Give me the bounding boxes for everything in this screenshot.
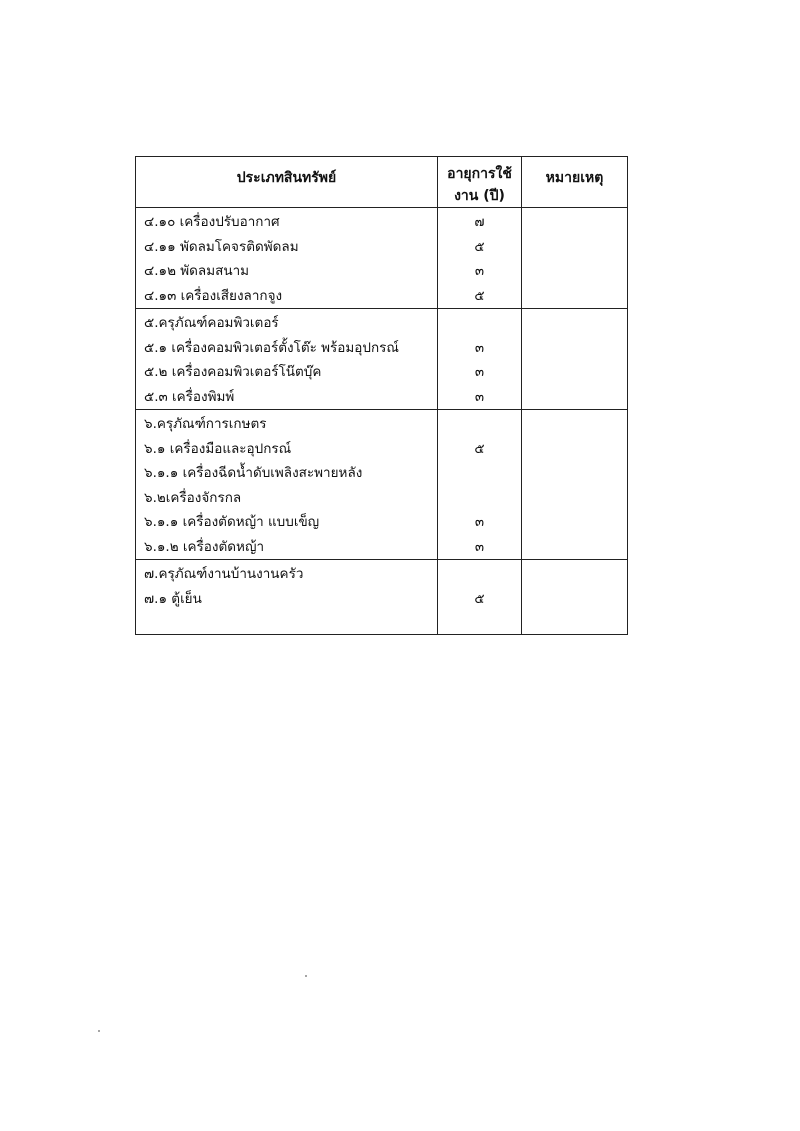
useful-life-cell <box>438 208 522 309</box>
useful-life-value: ๓ <box>474 263 485 279</box>
table-row-group <box>136 208 628 309</box>
asset-item-label: ๖.๒เครื่องจักรกล <box>144 489 242 506</box>
useful-life-value: ๓ <box>474 538 485 555</box>
remarks-cell <box>522 309 628 410</box>
useful-life-cell <box>438 309 522 410</box>
header-asset-type <box>136 157 438 208</box>
asset-item-label: ๕.๒ เครื่องคอมพิวเตอร์โน๊ตบุ๊ค <box>144 364 322 380</box>
asset-item-label: ๖.๑.๑ เครื่องฉีดน้ำดับเพลิงสะพายหลัง <box>144 465 363 481</box>
header-useful-life-line2: งาน (ปี) <box>454 188 505 204</box>
useful-life-value <box>438 311 521 336</box>
scan-speck <box>305 975 307 977</box>
header-asset-type-label: ประเภทสินทรัพย์ <box>236 170 337 186</box>
asset-item-label: ๖.ครุภัณฑ์การเกษตร <box>144 416 267 432</box>
asset-item-label: ๖.๑ เครื่องมือและอุปกรณ์ <box>144 440 292 457</box>
useful-life-value: ๕ <box>474 287 485 304</box>
asset-type-cell <box>136 309 438 410</box>
useful-life-value: ๓ <box>474 364 485 380</box>
asset-type-cell <box>136 208 438 309</box>
remarks-cell <box>522 208 628 309</box>
asset-item-label: ๔.๑๓ เครื่องเสียงลากจูง <box>144 287 283 304</box>
asset-item-label: ๖.๑.๒ เครื่องตัดหญ้า <box>144 538 265 555</box>
asset-item-label: ๔.๑๑ พัดลมโคจรติดพัดลม <box>144 238 299 255</box>
remarks-cell <box>522 560 628 635</box>
asset-item-label: ๖.๑.๑ เครื่องตัดหญ้า แบบเข็ญ <box>144 514 320 530</box>
useful-life-value: ๕ <box>474 238 485 255</box>
header-remarks-label: หมายเหตุ <box>545 170 604 186</box>
asset-item-label: ๗.๑ ตู้เย็น <box>144 590 202 607</box>
table-row-group <box>136 560 628 635</box>
asset-item-label: ๕.ครุภัณฑ์คอมพิวเตอร์ <box>144 315 279 331</box>
header-remarks <box>522 157 628 208</box>
asset-type-cell <box>136 560 438 635</box>
useful-life-value: ๕ <box>474 590 485 607</box>
remarks-cell <box>522 410 628 560</box>
table-row-group <box>136 309 628 410</box>
asset-item-label: ๔.๑๒ พัดลมสนาม <box>144 263 250 279</box>
asset-type-cell <box>136 410 438 560</box>
useful-life-value <box>438 412 521 437</box>
asset-item-label: ๕.๓ เครื่องพิมพ์ <box>144 388 235 405</box>
useful-life-value: ๓ <box>474 514 485 530</box>
useful-life-value: ๓ <box>474 339 485 356</box>
useful-life-value: ๕ <box>474 440 485 457</box>
scan-speck <box>98 1030 100 1032</box>
header-useful-life-line1: อายุการใช้ <box>447 166 512 182</box>
useful-life-value <box>438 461 521 486</box>
useful-life-cell <box>438 560 522 635</box>
asset-item-label: ๕.๑ เครื่องคอมพิวเตอร์ตั้งโต๊ะ พร้อมอุปกรณ์ <box>144 339 399 356</box>
table-row-group <box>136 410 628 560</box>
useful-life-value: ๓ <box>474 388 485 405</box>
asset-item-label: ๔.๑๐ เครื่องปรับอากาศ <box>144 214 280 230</box>
useful-life-cell <box>438 410 522 560</box>
useful-life-value: ๗ <box>474 214 485 230</box>
useful-life-value <box>438 486 521 511</box>
asset-life-table <box>135 156 628 635</box>
header-useful-life <box>438 157 522 208</box>
asset-item-label: ๗.ครุภัณฑ์งานบ้านงานครัว <box>144 566 304 582</box>
useful-life-value <box>438 562 521 587</box>
table-header-row <box>136 157 628 208</box>
